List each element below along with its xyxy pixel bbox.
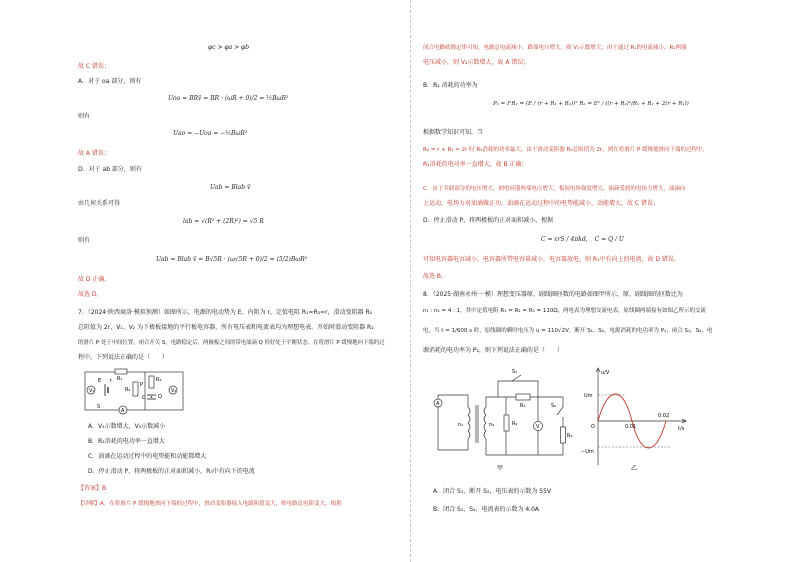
graph-um: Um <box>584 393 593 399</box>
primary-coil <box>468 407 470 439</box>
q7-line-2: 总阻值为 2r，V₁、V₂ 为下极板接地的平行板电容器，所有电压表和电流表均为理想电表。开始时滑动变阻器 R₂ <box>78 324 374 331</box>
text-math-knowledge: 根据数学知识可知，当 <box>423 129 484 136</box>
q8-line-3: 电，当 t = 1/600 s 时，原线圈的瞬时电压为 u = 110√2V。断开 S₁、S₂，电源消耗的电功率为 P₁；闭合 S₁、S₂，电 <box>423 328 713 334</box>
text-then: 则有 <box>78 113 91 120</box>
label-r3: R₃ <box>156 377 162 383</box>
part-d-intro: D．对于 ab 部分，则有 <box>78 166 142 173</box>
part-d-intro-r: D．停止滑动 P，将两极板的正对面积减小，根据 <box>423 217 554 224</box>
label-c: C <box>142 395 146 401</box>
resistor-r1 <box>516 394 530 400</box>
answer-choice: 故选 D。 <box>78 291 103 298</box>
equation-capacitance: C = εrS / 4πkd， C = Q / U <box>541 236 624 243</box>
q8-line-1: 8．（2025·湖南永州·一模）理想变压器原、副线圈匝数的电路如图甲所示，原、副线圈的匝数比为 <box>423 291 683 298</box>
q7-line-1: 7．（2024·陕西商洛·模拟预测）如图所示，电源的电动势为 E、内阻为 r，定值电阻 R₁=R₃=r，滑动变阻器 R₂ <box>78 309 373 316</box>
label-voltmeter: V <box>536 424 540 430</box>
label-r3-trans: R₃ <box>567 433 573 439</box>
page-fold-line <box>410 0 411 562</box>
figure-label-yi: 乙 <box>631 465 638 472</box>
q7-answer: 【答案】B <box>78 485 107 492</box>
graph-neg-um: −Um <box>581 449 594 455</box>
label-r2-trans: R₂ <box>512 421 518 427</box>
detail-line-r02: 电压减小，则 V₂示数增大，故 A 错误； <box>423 59 530 66</box>
label-n2: n₂ <box>489 422 495 428</box>
q8-transformer-circuit <box>428 365 578 473</box>
detail-line-r06: R₂ = r + R₁ = 2r 时 R₂消耗的功率最大，由于滑动变阻器 R₂总阻值为 2r，则在将滑片 P 缓慢地滑向下端的过程中， <box>423 147 709 153</box>
label-s1: S₁ <box>512 369 518 375</box>
resistor-r3 <box>561 427 566 443</box>
equation-uab: Uab = Blab v̄ <box>210 184 251 191</box>
q8-voltage-graph <box>578 365 693 473</box>
conclusion-a: 故 A 错误； <box>78 150 110 157</box>
left-column <box>78 0 400 562</box>
equation-lab: lab = √(R² + (2R)²) = √5 R <box>183 218 264 225</box>
figure-label-jia: 甲 <box>497 465 504 472</box>
q7-circuit-diagram <box>83 368 191 416</box>
resistor-r3 <box>149 376 154 388</box>
detail-line-r09: 上运动，电场力对油滴做正功，油滴在运动过程中的电势能减小，动能增大，故 C 错误； <box>423 200 660 207</box>
label-r2: R₂ <box>125 387 131 393</box>
resistor-r2 <box>504 415 509 431</box>
text-then-2: 则有 <box>78 237 91 244</box>
switch-s2 <box>557 407 563 415</box>
answer-choice-b: 故选 B。 <box>423 273 448 280</box>
equation-uao: Uao = −Uoa = −½BωR² <box>173 130 248 137</box>
label-v1: V₁ <box>89 388 95 394</box>
label-p: P <box>140 382 144 388</box>
oil-drop-q <box>151 396 153 398</box>
conclusion-c: 故 C 错误； <box>78 63 111 70</box>
label-r1: R₁ <box>117 376 123 382</box>
graph-tick-001: 0.01 <box>625 424 637 430</box>
q7-option-c: C．油滴在运动过程中的电势能和动能都增大 <box>88 453 207 460</box>
q8-line-2: n₁ : n₂ = 4 : 1，其中定值电阻 R₁ = R₂ = R₃ = 110Ω，两电表为理想交流电表，原线圈两端接有如图乙所示的交流 <box>423 308 707 314</box>
q7-option-d: D．停止滑动 P，将两极板的正对面积减小，R₃中有向下的电流 <box>88 468 255 475</box>
graph-tick-002: 0.02 <box>658 413 670 419</box>
detail-line-r08: C．由于并联部分的电压增大，则电容器两端电压增大，板间电场强度增大，油滴受到的电场力增大，油滴向 <box>423 186 686 192</box>
equation-uab-full: Uab = Blab v̄ = B√5R · (ω√5R + 0)/2 = (5/2)BωR² <box>156 256 308 263</box>
text-geometry: 由几何关系可得 <box>78 200 121 207</box>
conclusion-d: 故 D 正确。 <box>78 276 111 283</box>
detail-line-r07: R₂消耗的电功率一直增大，故 B 正确； <box>423 161 528 168</box>
q8-line-4: 源消耗的电功率为 P₂，则下列说法正确的是（ ） <box>423 347 563 354</box>
graph-ylabel: u/V <box>601 370 610 376</box>
label-s: S <box>97 404 101 410</box>
detail-line-r12: 可知电容器电容减小，电容器所带电容量减小，电容器放电，则 R₃中有向上的电流，故 D 错误。 <box>423 256 680 263</box>
resistor-r1 <box>115 369 127 374</box>
potential-order: φc > φa > φb <box>208 44 250 51</box>
q8-option-a: A．闭合 S₁，断开 S₂，电压表的示数为 55V <box>433 488 551 495</box>
secondary-coil <box>484 407 486 439</box>
label-q: Q <box>158 394 162 400</box>
graph-xlabel: t/s <box>678 426 685 432</box>
q7-line-3: 的滑片 P 处于中间位置，闭合开关 S，电路稳定后，两极板之间的带电油滴 Q 恰好处于平衡状态。在将滑片 P 缓慢地向下端的过 <box>78 340 385 346</box>
part-a-intro: A．对于 oa 部分，则有 <box>78 78 142 85</box>
label-a: A <box>121 408 125 414</box>
right-column <box>423 0 723 562</box>
graph-origin: O <box>591 424 595 430</box>
label-r: r <box>110 378 113 384</box>
q7-option-a: A．V₁示数增大，V₂示数减小 <box>88 423 166 430</box>
switch-s1 <box>512 375 521 381</box>
q7-detail-line-1: 【详解】A．在将滑片 P 缓慢地滑向下端的过程中，滑动变阻器接入电路阻值变大，则电路总电阻变大，根据 <box>78 501 342 507</box>
part-b-power: B．R₂ 消耗的功率为 <box>423 82 478 89</box>
equation-uoa: Uoa = BRv̄ = BR · (ωR + 0)/2 = ½BωR² <box>168 95 289 102</box>
resistor-r2 <box>133 382 138 396</box>
label-n1: n₁ <box>458 422 464 428</box>
label-v2: V₂ <box>171 388 177 394</box>
q7-line-4: 程中，下列说法正确的是（ ） <box>78 354 169 361</box>
q8-option-b: B．闭合 S₁、S₂，电流表的示数为 4.0A <box>433 506 540 513</box>
label-r1-trans: R₁ <box>520 403 526 409</box>
equation-p2: P₂ = I²R₂ = (E / (r + R₁ + R₂))² R₂ = E² / ((r + R₁)²/R₂ + R₂ + 2(r + R₁)) <box>493 101 689 107</box>
label-ammeter: A <box>436 401 440 407</box>
label-s2: S₂ <box>551 403 557 409</box>
label-e: E <box>98 378 102 384</box>
detail-line-r01: 闭合电路欧姆定律可知，电路总电流减小，路端电压增大，则 V₁示数增大；由于通过 R₁的电流减小，R₁两端 <box>423 45 687 51</box>
q7-option-b: B．R₂消耗的电功率一直增大 <box>88 438 165 445</box>
